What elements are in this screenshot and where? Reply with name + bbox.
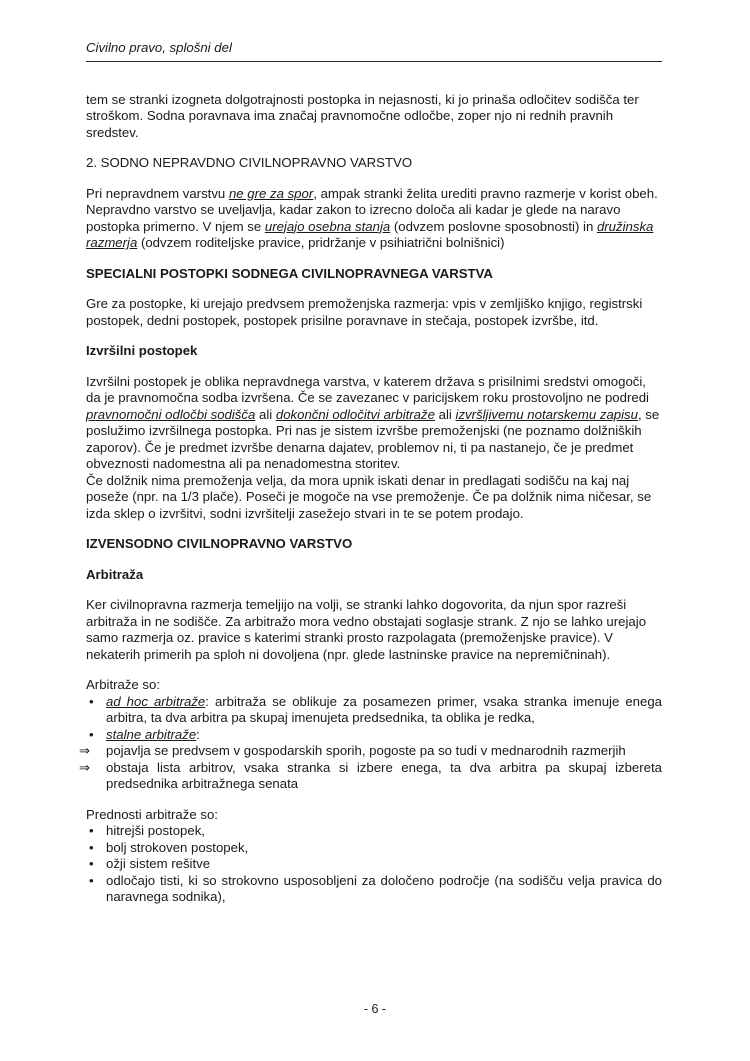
label-arbitraze-so: Arbitraže so: — [86, 677, 161, 692]
paragraph-dolznik: Če dolžnik nima premoženja velja, da mora upnik iskati denar in predlagati sodišču na kaj naj poseže (npr. na 1/3 plače). Poseči je mogoče na vse premoženje. Če pa dolžnik nima ničesar, se izda sklep o izvršitvi, sodni izvršitelji zasežejo stvari in te se potem prodajo. — [86, 472, 652, 521]
list-item-ozji — [86, 856, 662, 873]
list-item-strokoven — [86, 840, 662, 857]
heading-sodno-nepravdno: 2. SODNO NEPRAVDNO CIVILNOPRAVNO VARSTVO — [86, 155, 413, 170]
text-run: Izvršilni postopek je oblika nepravdnega varstva, v katerem država s prisilnimi sredstvi omogoči, da je pravnomočna sodba izvršena. Če se zavezanec v paricijskem roku prostovoljno ne podredi — [86, 373, 649, 405]
text-run: , ampak stranki želita urediti pravno razmerje v korist obeh. Nepravdno varstvo se uveljavlja, kadar zakon to izrecno določa ali kadar je glede na naravo postopka primerno. V njem se — [86, 185, 658, 234]
arrow-icon: ⇒ — [79, 743, 91, 758]
page-number: - 6 - — [363, 1002, 387, 1016]
text-run: ali — [434, 406, 456, 422]
document-content — [79, 0, 663, 920]
bullet-icon: • — [89, 839, 94, 855]
emphasized-term: dokončni odločitvi arbitraže — [275, 406, 435, 422]
list-item-text — [106, 727, 662, 744]
bullet-icon: • — [89, 856, 94, 871]
text-run: (odvzem poslovne sposobnosti) in — [390, 218, 597, 234]
list-item-text: hitrejši postopek, — [106, 823, 205, 838]
bullet-icon: • — [89, 872, 94, 888]
bullet-icon: • — [89, 693, 94, 709]
paragraph-arbitraza: Ker civilnopravna razmerja temeljijo na volji, se stranki lahko dogovorita, da njun spor razreši arbitraža in ne sodišče. Za arbitražo mora vedno obstajati soglasje strank. Z njo se lahko urejajo samo razmerja oz. pravice s katerimi stranki prosto razpolagata (premoženjske pravice). V nekaterih primerih pa sploh ni dovoljena (npr. glede lastninske pravice na nepremičninah). — [86, 597, 647, 662]
emphasized-term: urejajo osebna stanja — [264, 218, 391, 234]
arrow-icon: ⇒ — [79, 759, 91, 775]
emphasized-term: izvršljivemu notarskemu zapisu — [455, 406, 638, 422]
list-item-text: bolj strokoven postopek, — [106, 839, 249, 855]
list-item-text: pojavlja se predvsem v gospodarskih sporih, pogoste pa so tudi v mednarodnih razmerjih — [106, 743, 626, 758]
paragraph-izvrsilni — [86, 374, 662, 473]
emphasized-term: ad hoc arbitraže — [106, 693, 206, 709]
heading-izvensodno: IZVENSODNO CIVILNOPRAVNO VARSTVO — [86, 536, 353, 551]
text-run: Pri nepravdnem varstvu — [86, 185, 229, 201]
list-item-text: odločajo tisti, ki so strokovno usposobljeni za določeno področje (na sodišču velja pravica do naravnega sodnika), — [106, 872, 662, 904]
emphasized-term: ne gre za spor — [228, 185, 314, 201]
list-item-text: obstaja lista arbitrov, vsaka stranka si izbere enega, ta dva arbitra pa skupaj izbereta predsednika arbitražnega senata — [106, 759, 662, 791]
list-item-obstaja — [79, 760, 662, 793]
list-item-hitrejsi — [86, 823, 662, 840]
heading-arbitraza: Arbitraža — [86, 566, 144, 582]
label-prednosti: Prednosti arbitraže so: — [86, 806, 218, 822]
text-run: : arbitraža se oblikuje za posamezen primer, vsaka stranka imenuje enega arbitra, ta dva arbitra pa skupaj imenujeta predsednika, ta oblika je redka, — [106, 693, 663, 725]
text-run: ali — [255, 406, 276, 422]
paragraph-nepravdno — [86, 186, 662, 252]
emphasized-term: stalne arbitraže — [106, 726, 197, 742]
list-item-text — [106, 694, 662, 727]
heading-specialni-postopki: SPECIALNI POSTOPKI SODNEGA CIVILNOPRAVNEGA VARSTVA — [86, 265, 493, 281]
emphasized-term: družinska razmerja — [86, 218, 654, 250]
heading-izvrsilni-postopek: Izvršilni postopek — [86, 343, 198, 358]
page-footer — [0, 1001, 750, 1018]
header-title: Civilno pravo, splošni del — [86, 40, 232, 55]
paragraph-intro: tem se stranki izogneta dolgotrajnosti postopka in nejasnosti, ki jo prinaša odločitev sodišča ter stroškom. Sodna poravnava ima značaj pravnomočne odločbe, zoper njo ni rednih pravnih sredstev. — [86, 91, 639, 140]
text-run: : — [196, 726, 200, 742]
page-header — [86, 40, 662, 62]
text-run: , se poslužimo izvršilnega postopka. Pri nas je sistem izvršbe premoženjski (ne poznamo dolžniških zaporov). Če je predmet izvršbe denarna dajatev, problemov ni, ti pa nastanejo, če je predmet obveznosti nadomestna ali pa nenadomestna storitev. — [86, 406, 660, 471]
bullet-icon: • — [89, 823, 94, 838]
list-item-pojavlja — [79, 743, 662, 760]
text-run: (odvzem roditeljske pravice, pridržanje v psihiatrični bolnišnici) — [137, 235, 505, 250]
bullet-icon: • — [89, 726, 94, 742]
list-item-odlocajo — [86, 873, 662, 906]
emphasized-term: pravnomočni odločbi sodišča — [86, 406, 256, 422]
paragraph-specialni: Gre za postopke, ki urejajo predvsem premoženjska razmerja: vpis v zemljiško knjigo, registrski postopek, dedni postopek, postopek prisilne poravnave in stečaja, postopek izvršbe, itd. — [86, 296, 643, 328]
list-item-stalne — [86, 727, 662, 744]
list-item-adhoc — [86, 694, 662, 727]
list-item-text: ožji sistem rešitve — [106, 856, 211, 871]
